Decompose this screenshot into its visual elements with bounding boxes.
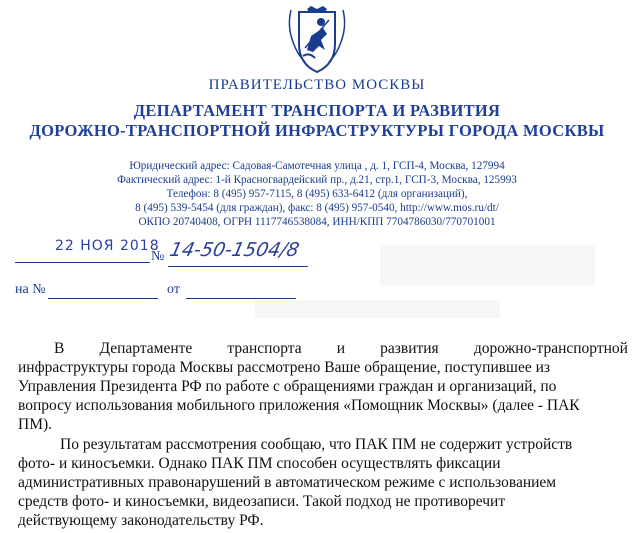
from-label: от xyxy=(167,282,180,297)
paragraph-1-line-4: вопросу использования мобильного приложения «Помощник Москвы» (далее - ПАК xyxy=(18,397,580,414)
phone-line-2: 8 (495) 539-5454 (для граждан), факс: 8 (495) 957-0540, http://www.mos.ru/dt/ xyxy=(135,202,499,214)
paragraph-2-line-4: средств фото- и киносъемки, видеозаписи. Такой подход не противоречит xyxy=(18,493,506,510)
paragraph-1-line-1 xyxy=(18,340,628,359)
legal-address: Юридический адрес: Садовая-Самотечная улица , д. 1, ГСП-4, Москва, 127994 xyxy=(129,160,505,172)
phone-line-1: Телефон: 8 (495) 957-7115, 8 (495) 633-6412 (для организаций), xyxy=(166,188,468,200)
paragraph-1-line-3: Управления Президента РФ по работе с обращениями граждан и организаций, по xyxy=(18,378,557,395)
word: транспорта xyxy=(227,340,302,357)
paragraph-2-line-3: административных правонарушений в автоматическом режиме с использованием xyxy=(18,474,557,491)
date-underline xyxy=(15,262,150,263)
paragraph-1-line-5: ПМ). xyxy=(18,416,53,433)
actual-address: Фактический адрес: 1-й Красногвардейский пр., д.21, стр.1, ГСП-3, Москва, 125993 xyxy=(117,174,517,186)
word: дорожно-транспортной xyxy=(473,340,628,357)
government-title: ПРАВИТЕЛЬСТВО МОСКВЫ xyxy=(208,77,426,93)
paragraph-2-line-5: действующему законодательству РФ. xyxy=(18,512,264,529)
redacted-greeting xyxy=(255,300,500,318)
word: В xyxy=(54,340,65,357)
word: развития xyxy=(380,340,439,357)
handwritten-number: 14-50-1504/8 xyxy=(167,239,302,261)
registration-codes: ОКПО 20740408, ОГРН 1117746538084, ИНН/КПП 7704786030/770701001 xyxy=(138,216,496,228)
paragraph-1-line-2: инфраструктуры города Москвы рассмотрено Ваше обращение, поступившее из xyxy=(18,359,551,376)
on-number-label: на № xyxy=(15,282,46,297)
word: Департаменте xyxy=(99,340,193,357)
department-title-line2: ДОРОЖНО-ТРАНСПОРТНОЙ ИНФРАСТРУКТУРЫ ГОРОДА МОСКВЫ xyxy=(29,121,605,140)
number-sign: № xyxy=(151,249,165,264)
moscow-coat-of-arms-icon xyxy=(277,6,357,74)
number-underline xyxy=(168,266,308,267)
word: и xyxy=(336,340,346,357)
date-stamp: 22 НОЯ 2018 xyxy=(55,238,160,254)
on-number-underline xyxy=(48,298,158,299)
department-title-line1: ДЕПАРТАМЕНТ ТРАНСПОРТА И РАЗВИТИЯ xyxy=(133,101,501,120)
paragraph-2-line-2: фото- и киносъемки. Однако ПАК ПМ способен осуществлять фиксации xyxy=(18,455,501,472)
paragraph-2-line-1: По результатам рассмотрения сообщаю, что ПАК ПМ не содержит устройств xyxy=(60,436,573,453)
from-underline xyxy=(186,298,296,299)
redacted-addressee xyxy=(380,245,595,285)
